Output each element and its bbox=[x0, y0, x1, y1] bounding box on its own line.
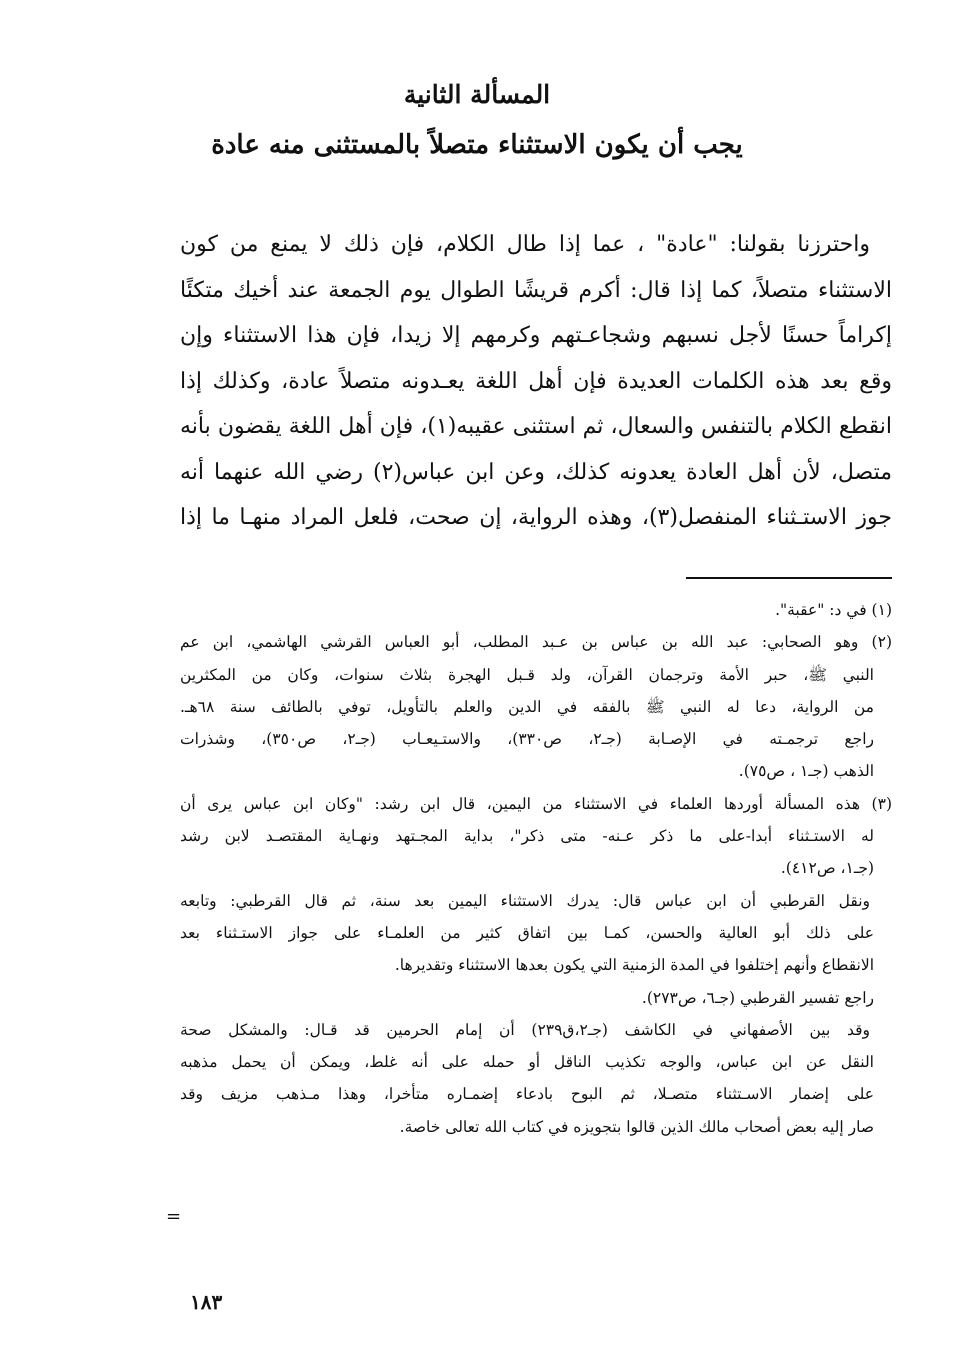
footnote-line: الذهب (جـ١ ، ص٧٥). bbox=[738, 762, 874, 781]
body-text bbox=[180, 222, 892, 541]
body-line: إكراماً حسنًا لأجل نسبهم وشجاعـتهم وكرمهم إلا زيدا، فإن هذا الاستثناء وإن bbox=[180, 323, 892, 348]
footnote-line: على إضمار الاسـتثناء متصـلا، ثم البوح بادعاء إضمـاره متأخرا، وهذا مـذهب مزيف وقد bbox=[180, 1085, 874, 1104]
footnote-line: الانقطاع وأنهم إختلفوا في المدة الزمنية التي يكون بعدها الاستثناء وتقديرها. bbox=[394, 956, 874, 975]
continuation-mark: = bbox=[166, 1206, 182, 1227]
body-line: جوز الاستـثناء المنفصل(٣)، وهذه الرواية، إن صحت، فلعل المراد منهـا ما إذا bbox=[180, 505, 892, 530]
section-title: المسألة الثانية bbox=[403, 80, 551, 109]
footnote-line: النقل عن ابن عباس، والوجه تكذيب الناقل أو حمله على أنه غلط، ويمكن أن يحمل مذهبه bbox=[180, 1053, 874, 1072]
footnotes bbox=[180, 594, 892, 1143]
footnote-line: راجع ترجمـته في الإصـابة (جـ٢، ص٣٣٠)، والاستـيعـاب (جـ٢، ص٣٥٠)، وشذرات bbox=[180, 730, 875, 749]
footnote-line: (٣) هذه المسألة أوردها العلماء في الاستثناء من اليمين، قال ابن رشد: "وكان ابن عباس يرى أن bbox=[180, 794, 892, 813]
footnote-line: ونقل القرطبي أن ابن عباس قال: يدرك الاستثناء اليمين بعد سنة، ثم قال القرطبي: وتابعه bbox=[180, 891, 870, 910]
footnote-line: النبي ﷺ، حبر الأمة وترجمان القرآن، ولد قـبل الهجرة بثلاث سنوات، وكان من المكثرين bbox=[180, 665, 874, 684]
footnote-line: صار إليه بعض أصحاب مالك الذين قالوا بتجويزه في كتاب الله تعالى خاصة. bbox=[399, 1117, 874, 1136]
body-line: واحترزنا بقولنا: "عادة" ، عما إذا طال الكلام، فإن ذلك لا يمنع من كون bbox=[180, 232, 870, 257]
page-number: ١٨٣ bbox=[190, 1290, 223, 1314]
body-line: الاستثناء متصلاً، كما إذا قال: أكرم قريشًا الطوال يوم الجمعة عند أخيك متكئًا bbox=[180, 277, 892, 303]
body-line: انقطع الكلام بالتنفس والسعال، ثم استثنى عقيبه(١)، فإن أهل اللغة يقضون بأنه bbox=[180, 414, 892, 439]
body-line: متصل، لأن أهل العادة يعدونه كذلك، وعن ابن عباس(٢) رضي الله عنهما أنه bbox=[180, 459, 892, 485]
section-subtitle: يجب أن يكون الاستثناء متصلاً بالمستثنى منه عادة bbox=[211, 130, 743, 160]
footnote-line: وقد بين الأصفهاني في الكاشف (جـ٢،ق٢٣٩) أن إمام الحرمين قد قـال: والمشكل صحة bbox=[180, 1020, 870, 1039]
footnote-line: له الاستـثناء أبدا-على ما ذكر عـنه- متى ذكر"، بداية المجـتهد ونهـاية المقتصـد لابن رشد bbox=[180, 827, 874, 846]
footnote-line: على ذلك أبو العالية والحسن، كمـا بين اتفاق كثير من العلمـاء على جواز الاستـثناء بعد bbox=[180, 923, 874, 942]
body-line: وقع بعد هذه الكلمات العديدة فإن أهل اللغة يعـدونه متصلاً عادة، وكذلك إذا bbox=[180, 368, 892, 394]
footnote-divider bbox=[686, 577, 892, 579]
footnote-line: من الرواية، دعا له النبي ﷺ بالفقه في الدين والعلم بالتأويل، توفي بالطائف سنة ٦٨هـ. bbox=[180, 697, 874, 716]
footnote-line: (جـ١، ص٤١٢). bbox=[780, 859, 874, 878]
footnote-line: (٢) وهو الصحابي: عبد الله بن عباس بن عـبد المطلب، أبو العباس القرشي الهاشمي، ابن عم bbox=[180, 633, 892, 652]
footnote-line: (١) في د: "عقبة". bbox=[775, 601, 892, 619]
footnote-line: راجع تفسير القرطبي (جـ٦، ص٢٧٣). bbox=[641, 988, 874, 1007]
